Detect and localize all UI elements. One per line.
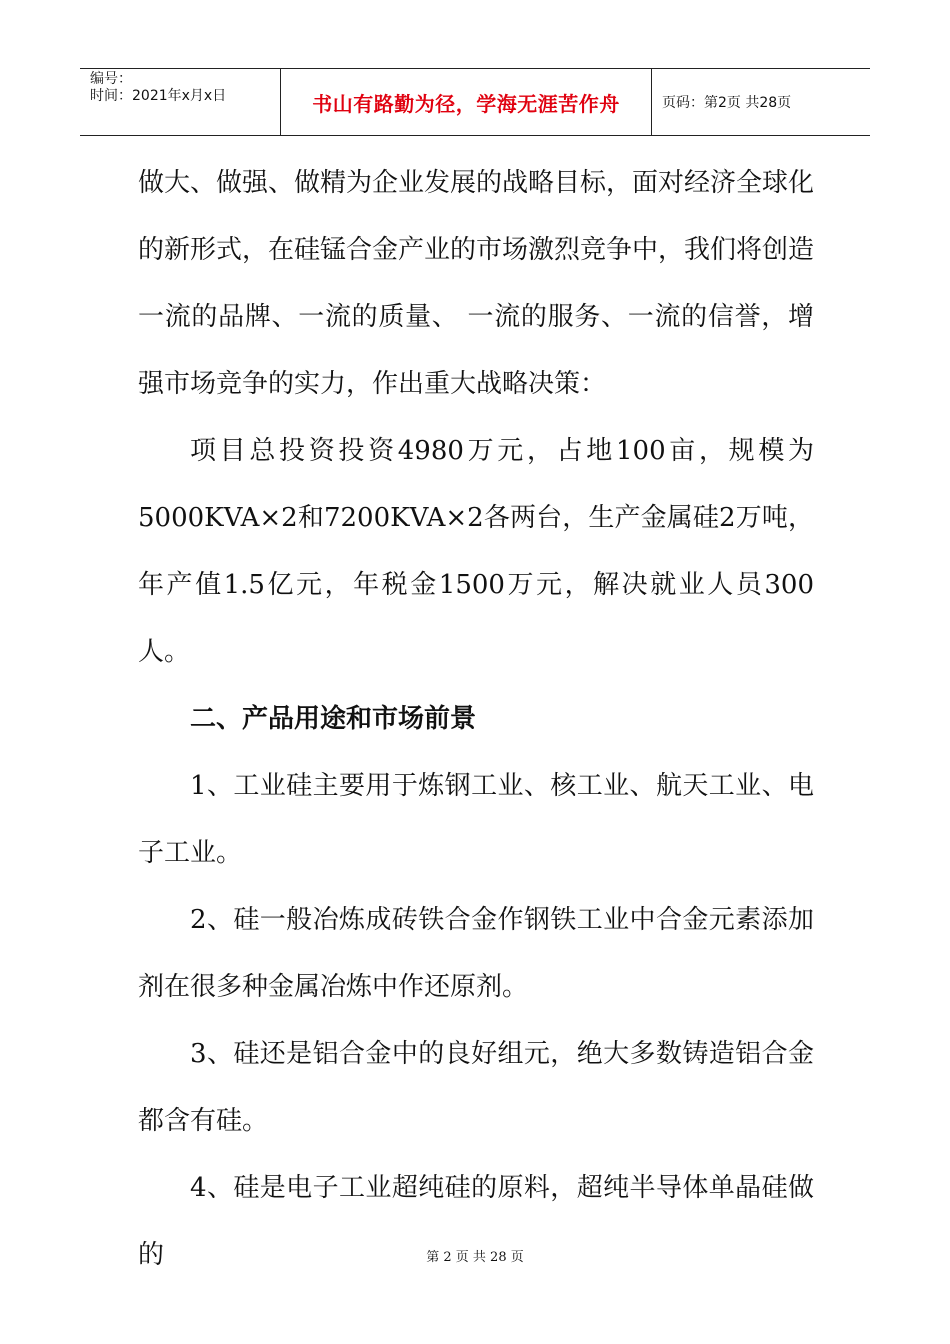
document-date: 时间：2021年x月x日 [90,88,227,104]
header-page-info: 页码：第2页 共28页 [662,95,792,111]
header-meta [80,69,281,135]
document-number-label: 编号： [90,71,132,87]
list-item-1: 1、工业硅主要用于炼钢工业、核工业、航天工业、电子工业。 [138,771,814,868]
header-motto: 书山有路勤为径，学海无涯苦作舟 [281,69,652,135]
page-header [80,68,870,136]
paragraph-investment: 项目总投资投资4980万元，占地100亩，规模为5000KVA×2和7200KVA×2各两台，生产金属硅2万吨，年产值1.5亿元，年税金1500万元，解决就业人员300人。 [138,436,814,667]
document-body [138,150,814,1289]
list-item-2: 2、硅一般冶炼成砖铁合金作钢铁工业中合金元素添加剂在很多种金属冶炼中作还原剂。 [138,905,814,1002]
section-heading: 二、产品用途和市场前景 [190,704,477,734]
list-item-3: 3、硅还是铝合金中的良好组元，绝大多数铸造铝合金都含有硅。 [138,1039,814,1136]
paragraph-strategy: 做大、做强、做精为企业发展的战略目标，面对经济全球化的新形式，在硅锰合金产业的市场激烈竞争中，我们将创造一流的品牌、一流的质量、 一流的服务、一流的信誉，增强市场竞争的实力，作出重大战略决策： [138,168,815,399]
page-footer: 第 2 页 共 28 页 [426,1250,524,1265]
list-item-4: 4、硅是电子工业超纯硅的原料，超纯半导体单晶硅做的 [138,1173,814,1270]
